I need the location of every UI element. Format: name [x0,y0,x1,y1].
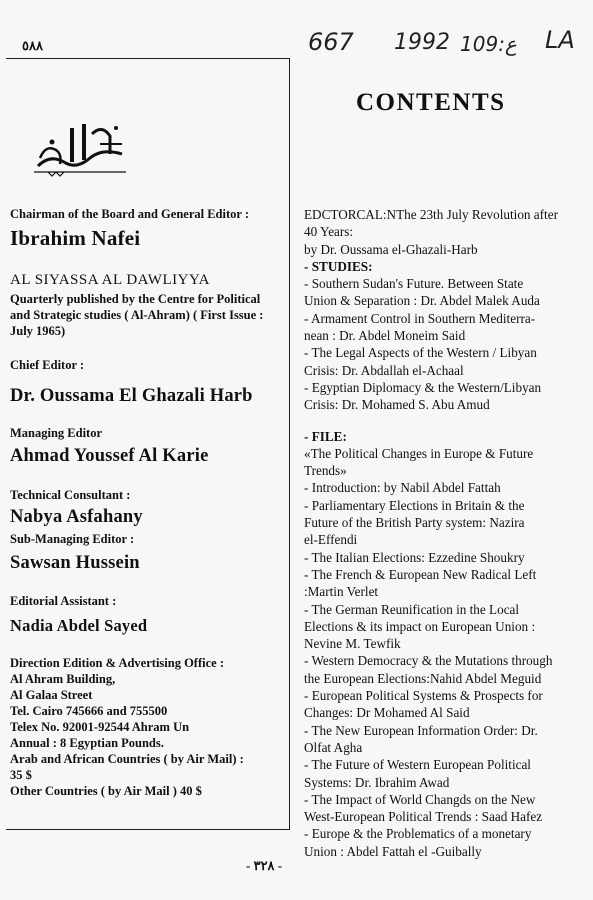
toc-line: - Introduction: by Nabil Abdel Fattah [304,480,501,496]
office-line-8: 35 $ [10,768,32,782]
managing-editor-label: Managing Editor [10,426,103,440]
toc-line: Union : Abdel Fattah el -Guibally [304,843,482,859]
toc-line: Future of the British Party system: Nazira [304,515,525,531]
toc-line: - Egyptian Diplomacy & the Western/Libyan [304,379,542,395]
toc-line: EDCTORCAL:NThe 23th July Revolution after [304,207,558,222]
toc-line: Trends» [304,463,347,479]
technical-consultant-label: Technical Consultant : [10,488,131,502]
toc-line: - The New European Information Order: Dr. [304,722,538,738]
journal-desc-3: July 1965) [10,324,66,338]
toc-line: 40 Years: [304,224,354,240]
editorial-assistant-name: Nadia Abdel Sayed [10,616,148,635]
office-line-9: Other Countries ( by Air Mail ) 40 $ [10,784,202,798]
toc-line: - The German Reunification in the Local [304,601,520,617]
toc-line: - Europe & the Problematics of a monetary [304,826,532,842]
toc-line: Systems: Dr. Ibrahim Awad [304,774,450,790]
toc-line: Union & Separation : Dr. Abdel Malek Auda [304,293,540,309]
office-line-3: Al Galaa Street [10,688,93,702]
toc-line: - FILE: [304,428,347,444]
toc-line: - The Impact of World Changds on the New [304,791,536,807]
toc-line: - European Political Systems & Prospects for [304,688,543,704]
toc-line: - Southern Sudan's Future. Between State [304,276,524,292]
office-line-6: Annual : 8 Egyptian Pounds. [10,736,164,750]
toc-line: Crisis: Dr. Mohamed S. Abu Amud [304,397,490,413]
managing-editor-name: Ahmad Youssef Al Karie [10,446,209,466]
page-number-top: ٥٨٨ [22,38,43,53]
toc-line: by Dr. Oussama el-Ghazali-Harb [304,241,478,257]
handwritten-note-2: 1992 [394,30,450,55]
contents-heading: CONTENTS [356,89,506,116]
chief-editor-name: Dr. Oussama El Ghazali Harb [10,386,253,406]
table-of-contents [304,206,568,860]
chairman-label: Chairman of the Board and General Editor : [10,207,250,221]
toc-line: Changes: Dr Mohamed Al Said [304,705,470,721]
toc-line: - The French & European New Radical Left [304,566,537,582]
toc-line: - STUDIES: [304,258,373,274]
toc-line: - The Italian Elections: Ezzedine Shoukry [304,549,525,565]
toc-spacer [304,414,568,428]
toc-line: «The Political Changes in Europe & Future [304,445,534,461]
toc-line: West-European Political Trends : Saad Hafez [304,809,543,825]
toc-line: Elections & its impact on European Union : [304,618,536,634]
toc-line: - The Legal Aspects of the Western / Libyan [304,345,537,361]
handwritten-note-4: LA [545,26,575,54]
page-number-bottom: - ٣٢٨ - [246,858,283,873]
toc-line: nean : Dr. Abdel Moneim Said [304,328,466,344]
office-line-4: Tel. Cairo 745666 and 755500 [10,704,168,718]
sub-managing-editor-name: Sawsan Hussein [10,553,140,573]
toc-line: Nevine M. Tewfik [304,636,401,652]
toc-line: el-Effendi [304,532,358,548]
handwritten-note-1: 667 [308,28,354,56]
toc-line: Olfat Agha [304,739,363,755]
toc-line: - Western Democracy & the Mutations through [304,653,553,669]
toc-line: the European Elections:Nahid Abdel Meguid [304,670,542,686]
toc-line: - Parliamentary Elections in Britain & the [304,497,525,513]
technical-consultant-name: Nabya Asfahany [10,507,143,527]
office-line-2: Al Ahram Building, [10,672,116,686]
al-ahram-logo [30,114,130,180]
chairman-name: Ibrahim Nafei [10,226,141,250]
toc-line: - Armament Control in Southern Mediterra- [304,310,536,326]
office-line-1: Direction Edition & Advertising Office : [10,656,224,670]
toc-line: :Martin Verlet [304,584,379,600]
handwritten-note-3: ع:109 [460,32,517,56]
journal-desc-2: and Strategic studies ( Al-Ahram) ( First Issue : [10,308,264,322]
office-line-5: Telex No. 92001-92544 Ahram Un [10,720,190,734]
toc-line: - The Future of Western European Political [304,757,531,773]
journal-title: AL SIYASSA AL DAWLIYYA [10,272,210,288]
office-line-7: Arab and African Countries ( by Air Mail) : [10,752,244,766]
editorial-assistant-label: Editorial Assistant : [10,594,117,608]
toc-line: Crisis: Dr. Abdallah el-Achaal [304,362,464,378]
chief-editor-label: Chief Editor : [10,358,85,372]
sub-managing-editor-label: Sub-Managing Editor : [10,532,135,546]
journal-desc-1: Quarterly published by the Centre for Political [10,292,261,306]
